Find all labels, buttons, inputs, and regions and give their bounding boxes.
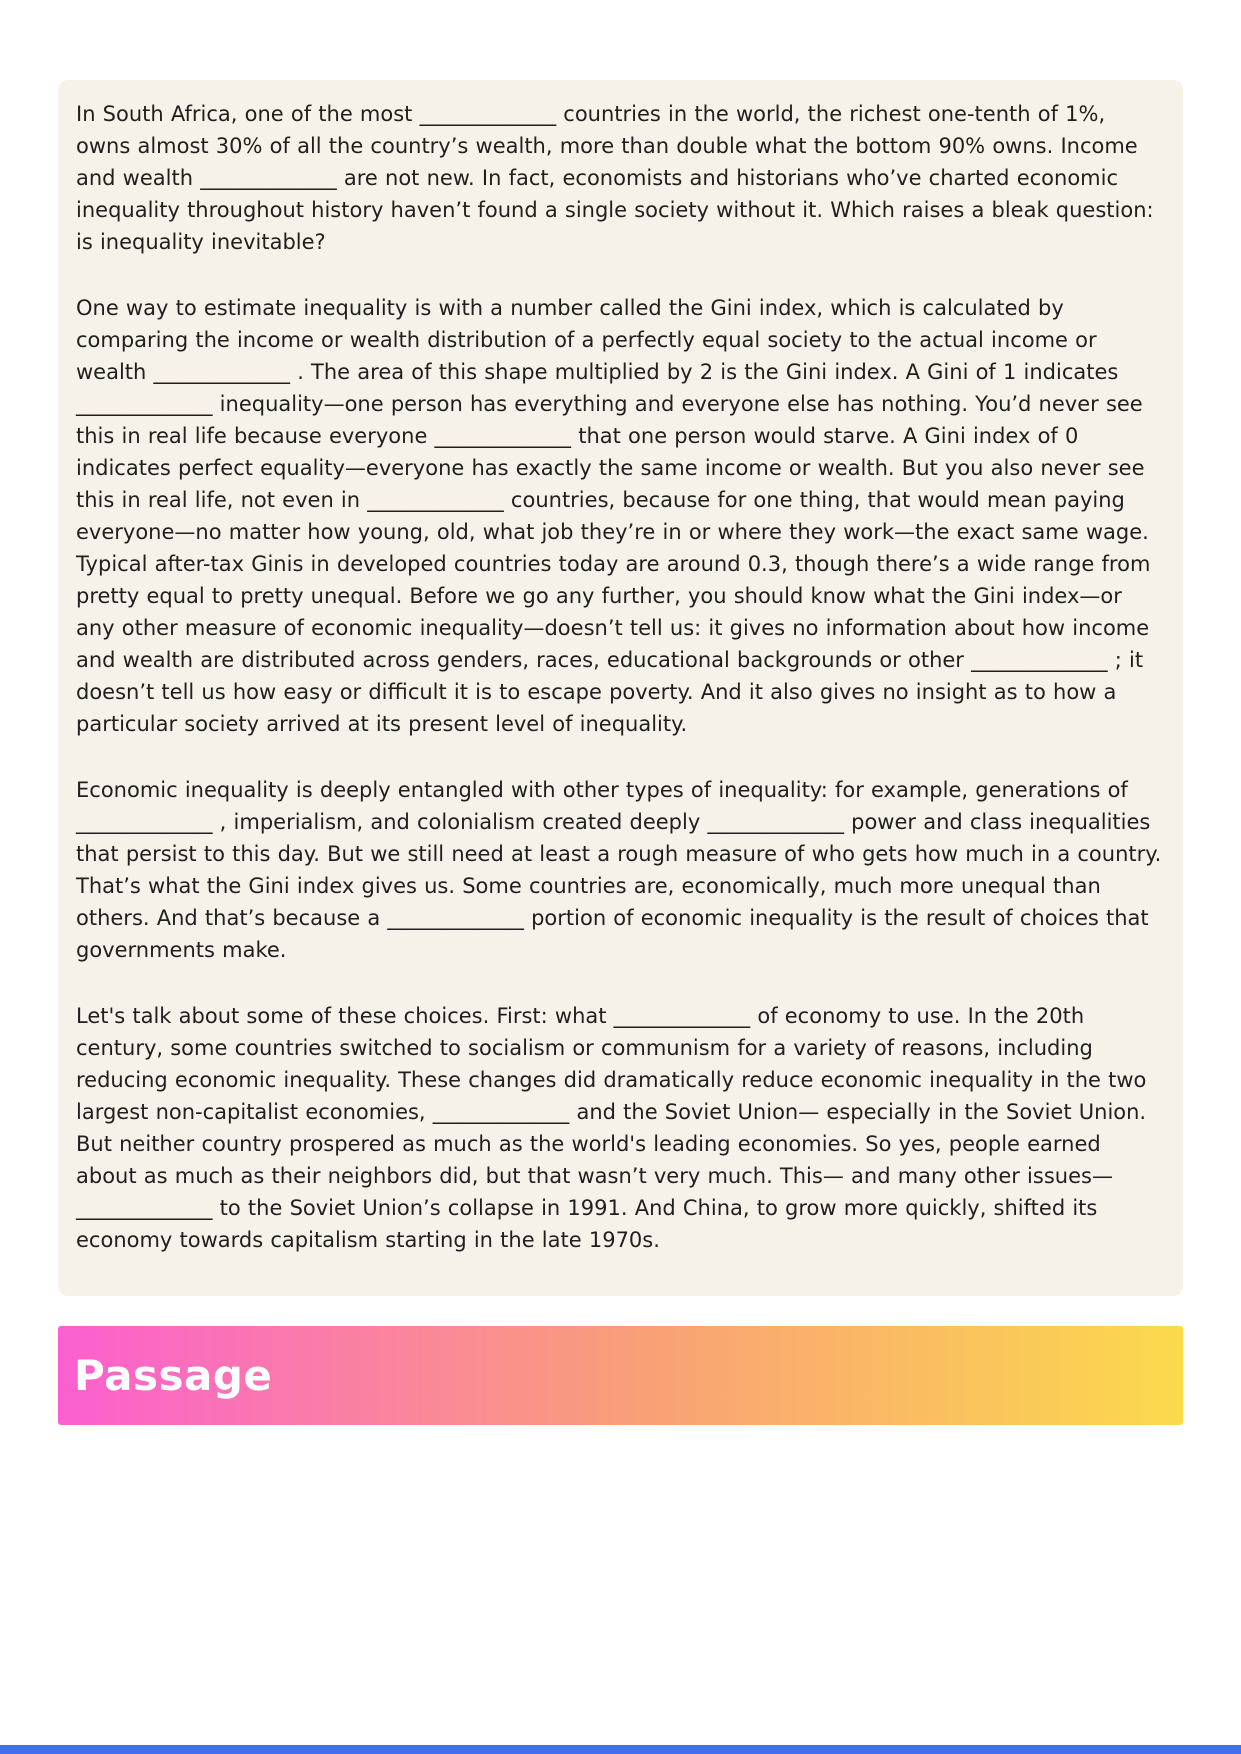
section-title: Passage <box>74 1351 273 1400</box>
bottom-accent-bar <box>0 1745 1241 1754</box>
passage-text-box <box>58 80 1183 1296</box>
passage-header-banner <box>58 1326 1183 1425</box>
passage-paragraph-3: Economic inequality is deeply entangled with other types of inequality: for example, generations of _____________ , imperialism, and colonialism created deeply _____________ power and class inequalities that persist to this day. But we still need at least a rough measure of who gets how much in a country. That’s what the Gini index gives us. Some countries are, economically, much more unequal than others. And that’s because a _____________ portion of economic inequality is the result of choices that governments make. <box>76 778 1162 962</box>
passage-paragraph-2: One way to estimate inequality is with a number called the Gini index, which is calculated by comparing the income or wealth distribution of a perfectly equal society to the actual income or wealth _____________ . The area of this shape multiplied by 2 is the Gini index. A Gini of 1 indicates _____________ inequality—one person has everything and everyone else has nothing. You’d never see this in real life because everyone _____________ that one person would starve. A Gini index of 0 indicates perfect equality—everyone has exactly the same income or wealth. But you also never see this in real life, not even in _____________ countries, because for one thing, that would mean paying everyone—no matter how young, old, what job they’re in or where they work—the exact same wage. Typical after-tax Ginis in developed countries today are around 0.3, though there’s a wide range from pretty equal to pretty unequal. Before we go any further, you should know what the Gini index—or any other measure of economic inequality—doesn’t tell us: it gives no information about how income and wealth are distributed across genders, races, educational backgrounds or other _____________ ; it doesn’t tell us how easy or difficult it is to escape poverty. And it also gives no insight as to how a particular society arrived at its present level of inequality. <box>76 296 1151 736</box>
passage-paragraph-4: Let's talk about some of these choices. First: what _____________ of economy to use. In the 20th century, some countries switched to socialism or communism for a variety of reasons, including reducing economic inequality. These changes did dramatically reduce economic inequality in the two largest non-capitalist economies, _____________ and the Soviet Union— especially in the Soviet Union. But neither country prospered as much as the world's leading economies. So yes, people earned about as much as their neighbors did, but that wasn’t very much. This— and many other issues— _____________ to the Soviet Union’s collapse in 1991. And China, to grow more quickly, shifted its economy towards capitalism starting in the late 1970s. <box>76 1004 1147 1252</box>
passage-paragraph-1: In South Africa, one of the most _____________ countries in the world, the richest one-tenth of 1%, owns almost 30% of all the country’s wealth, more than double what the bottom 90% owns. Income and wealth _____________ are not new. In fact, economists and historians who’ve charted economic inequality throughout history haven’t found a single society without it. Which raises a bleak question: is inequality inevitable? <box>76 102 1154 254</box>
